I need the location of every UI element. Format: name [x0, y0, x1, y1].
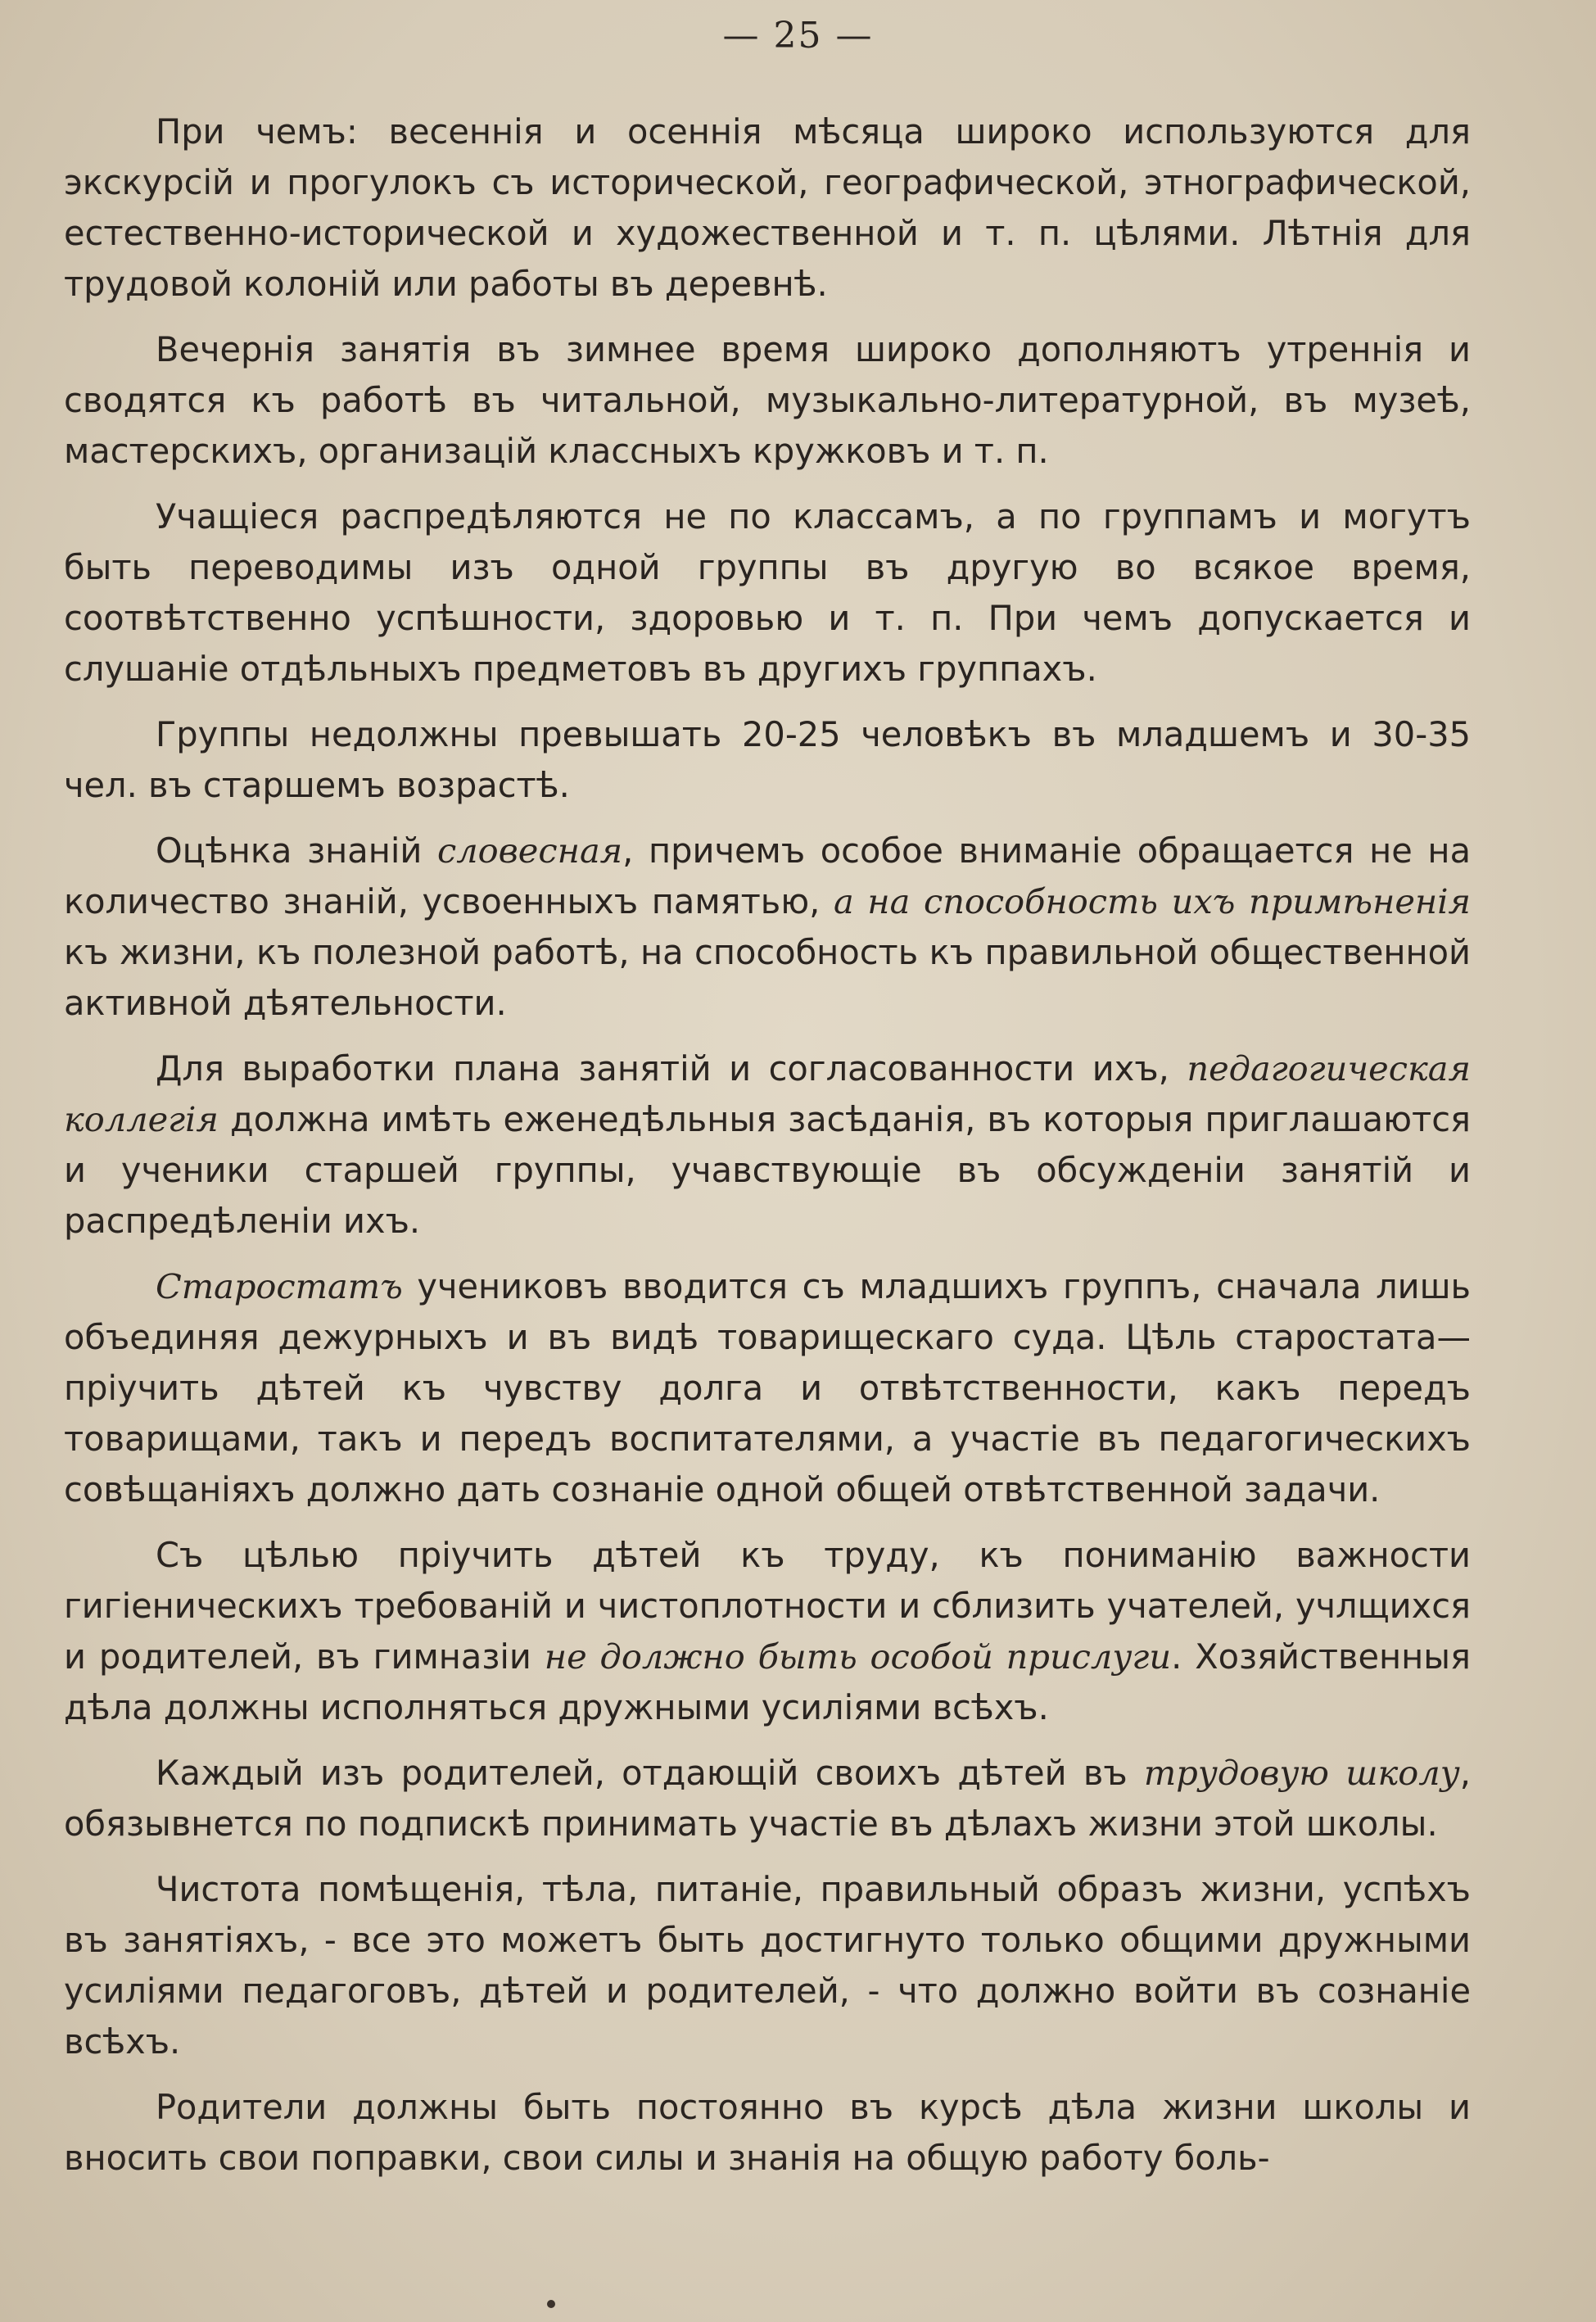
text-segment: Оцѣнка знаній	[156, 831, 437, 871]
text-segment: . Хозяйственныя дѣла должны исполняться дружными усиліями всѣхъ.	[64, 1636, 1472, 1727]
italic-emphasis: не должно быть особой прислуги	[544, 1636, 1172, 1677]
text-segment: должна имѣть еженедѣльныя засѣданія, въ которыя приглашаются и ученики старшей группы, учавствующіе въ обсужденіи занятій и распредѣленіи ихъ.	[64, 1099, 1471, 1241]
italic-emphasis: Старостатъ	[156, 1266, 403, 1306]
text-segment: Чистота помѣщенія, тѣла, питаніе, правильный образъ жизни, успѣхъ въ занятіяхъ, - все это можетъ быть достигнуто только общими дружными усиліями педагоговъ, дѣтей и родителей, - что должно войти въ сознаніе всѣхъ.	[64, 1869, 1471, 2062]
italic-emphasis: словесная	[437, 831, 623, 871]
text-segment: къ жизни, къ полезной работѣ, на способность къ правильной общественной активной дѣятельности.	[64, 932, 1471, 1023]
paragraph	[64, 709, 1471, 811]
page-number: — 25 —	[722, 15, 874, 57]
paragraph	[64, 1530, 1471, 1733]
text-segment: Для выработки плана занятій и согласованности ихъ,	[156, 1048, 1187, 1089]
paragraph	[64, 826, 1471, 1029]
text-segment: учениковъ вводится съ младшихъ группъ, сначала лишь объединяя дежурныхъ и въ видѣ товарищескаго суда. Цѣль старостата—пріучить дѣтей къ чувству долга и отвѣтственности, какъ передъ товарищами, такъ и передъ воспитателями, а участіе въ педагогическихъ совѣщаніяхъ должно дать сознаніе одной общей отвѣтственной задачи.	[64, 1266, 1471, 1510]
paragraph	[64, 324, 1471, 477]
text-segment: , обязывнется по подпискѣ принимать участіе въ дѣлахъ жизни этой школы.	[64, 1753, 1471, 1844]
ink-speck	[547, 2300, 555, 2308]
italic-emphasis: а на способность ихъ примѣненія	[833, 881, 1471, 921]
text-segment: Учащіеся распредѣляются не по классамъ, а по группамъ и могутъ быть переводимы изъ одной группы въ другую во всякое время, соотвѣтственно успѣшности, здоровью и т. п. При чемъ допускается и слушаніе отдѣльныхъ предметовъ въ другихъ группахъ.	[64, 496, 1471, 689]
text-segment: Съ цѣлью пріучить дѣтей къ труду, къ пониманію важности гигіеническихъ требованій и чистоплотности и сблизить учателей, учлщихся и родителей, въ гимназіи	[64, 1535, 1471, 1677]
italic-emphasis: трудовую школу	[1143, 1753, 1460, 1793]
text-segment: При чемъ: весеннія и осеннія мѣсяца широко используются для экскурсій и прогулокъ съ исторической, географической, этнографической, естественно-исторической и художественной и т. п. цѣлями. Лѣтнія для трудовой колоній или работы въ деревнѣ.	[64, 111, 1471, 304]
paragraph	[64, 2082, 1471, 2184]
paragraph	[64, 1261, 1471, 1515]
page-body-text	[64, 106, 1471, 2198]
text-segment: Родители должны быть постоянно въ курсѣ дѣла жизни школы и вносить свои поправки, свои силы и знанія на общую работу боль-	[64, 2087, 1471, 2178]
text-segment: Каждый изъ родителей, отдающій своихъ дѣтей въ	[156, 1753, 1144, 1793]
text-segment: Группы недолжны превышать 20-25 человѣкъ въ младшемъ и 30-35 чел. въ старшемъ возрастѣ.	[64, 714, 1471, 805]
italic-emphasis: педагогическая коллегія	[64, 1048, 1471, 1139]
paragraph	[64, 1043, 1471, 1247]
text-segment: Вечернія занятія въ зимнее время широко дополняютъ утреннія и сводятся къ работѣ въ читальной, музыкально-литературной, въ музеѣ, мастерскихъ, организацій классныхъ кружковъ и т. п.	[64, 329, 1471, 471]
paragraph	[64, 1864, 1471, 2067]
text-segment: , причемъ особое вниманіе обращается не на количество знаній, усвоенныхъ памятью,	[64, 831, 1471, 921]
paragraph	[64, 1748, 1471, 1849]
paragraph	[64, 106, 1471, 310]
paragraph	[64, 491, 1471, 695]
